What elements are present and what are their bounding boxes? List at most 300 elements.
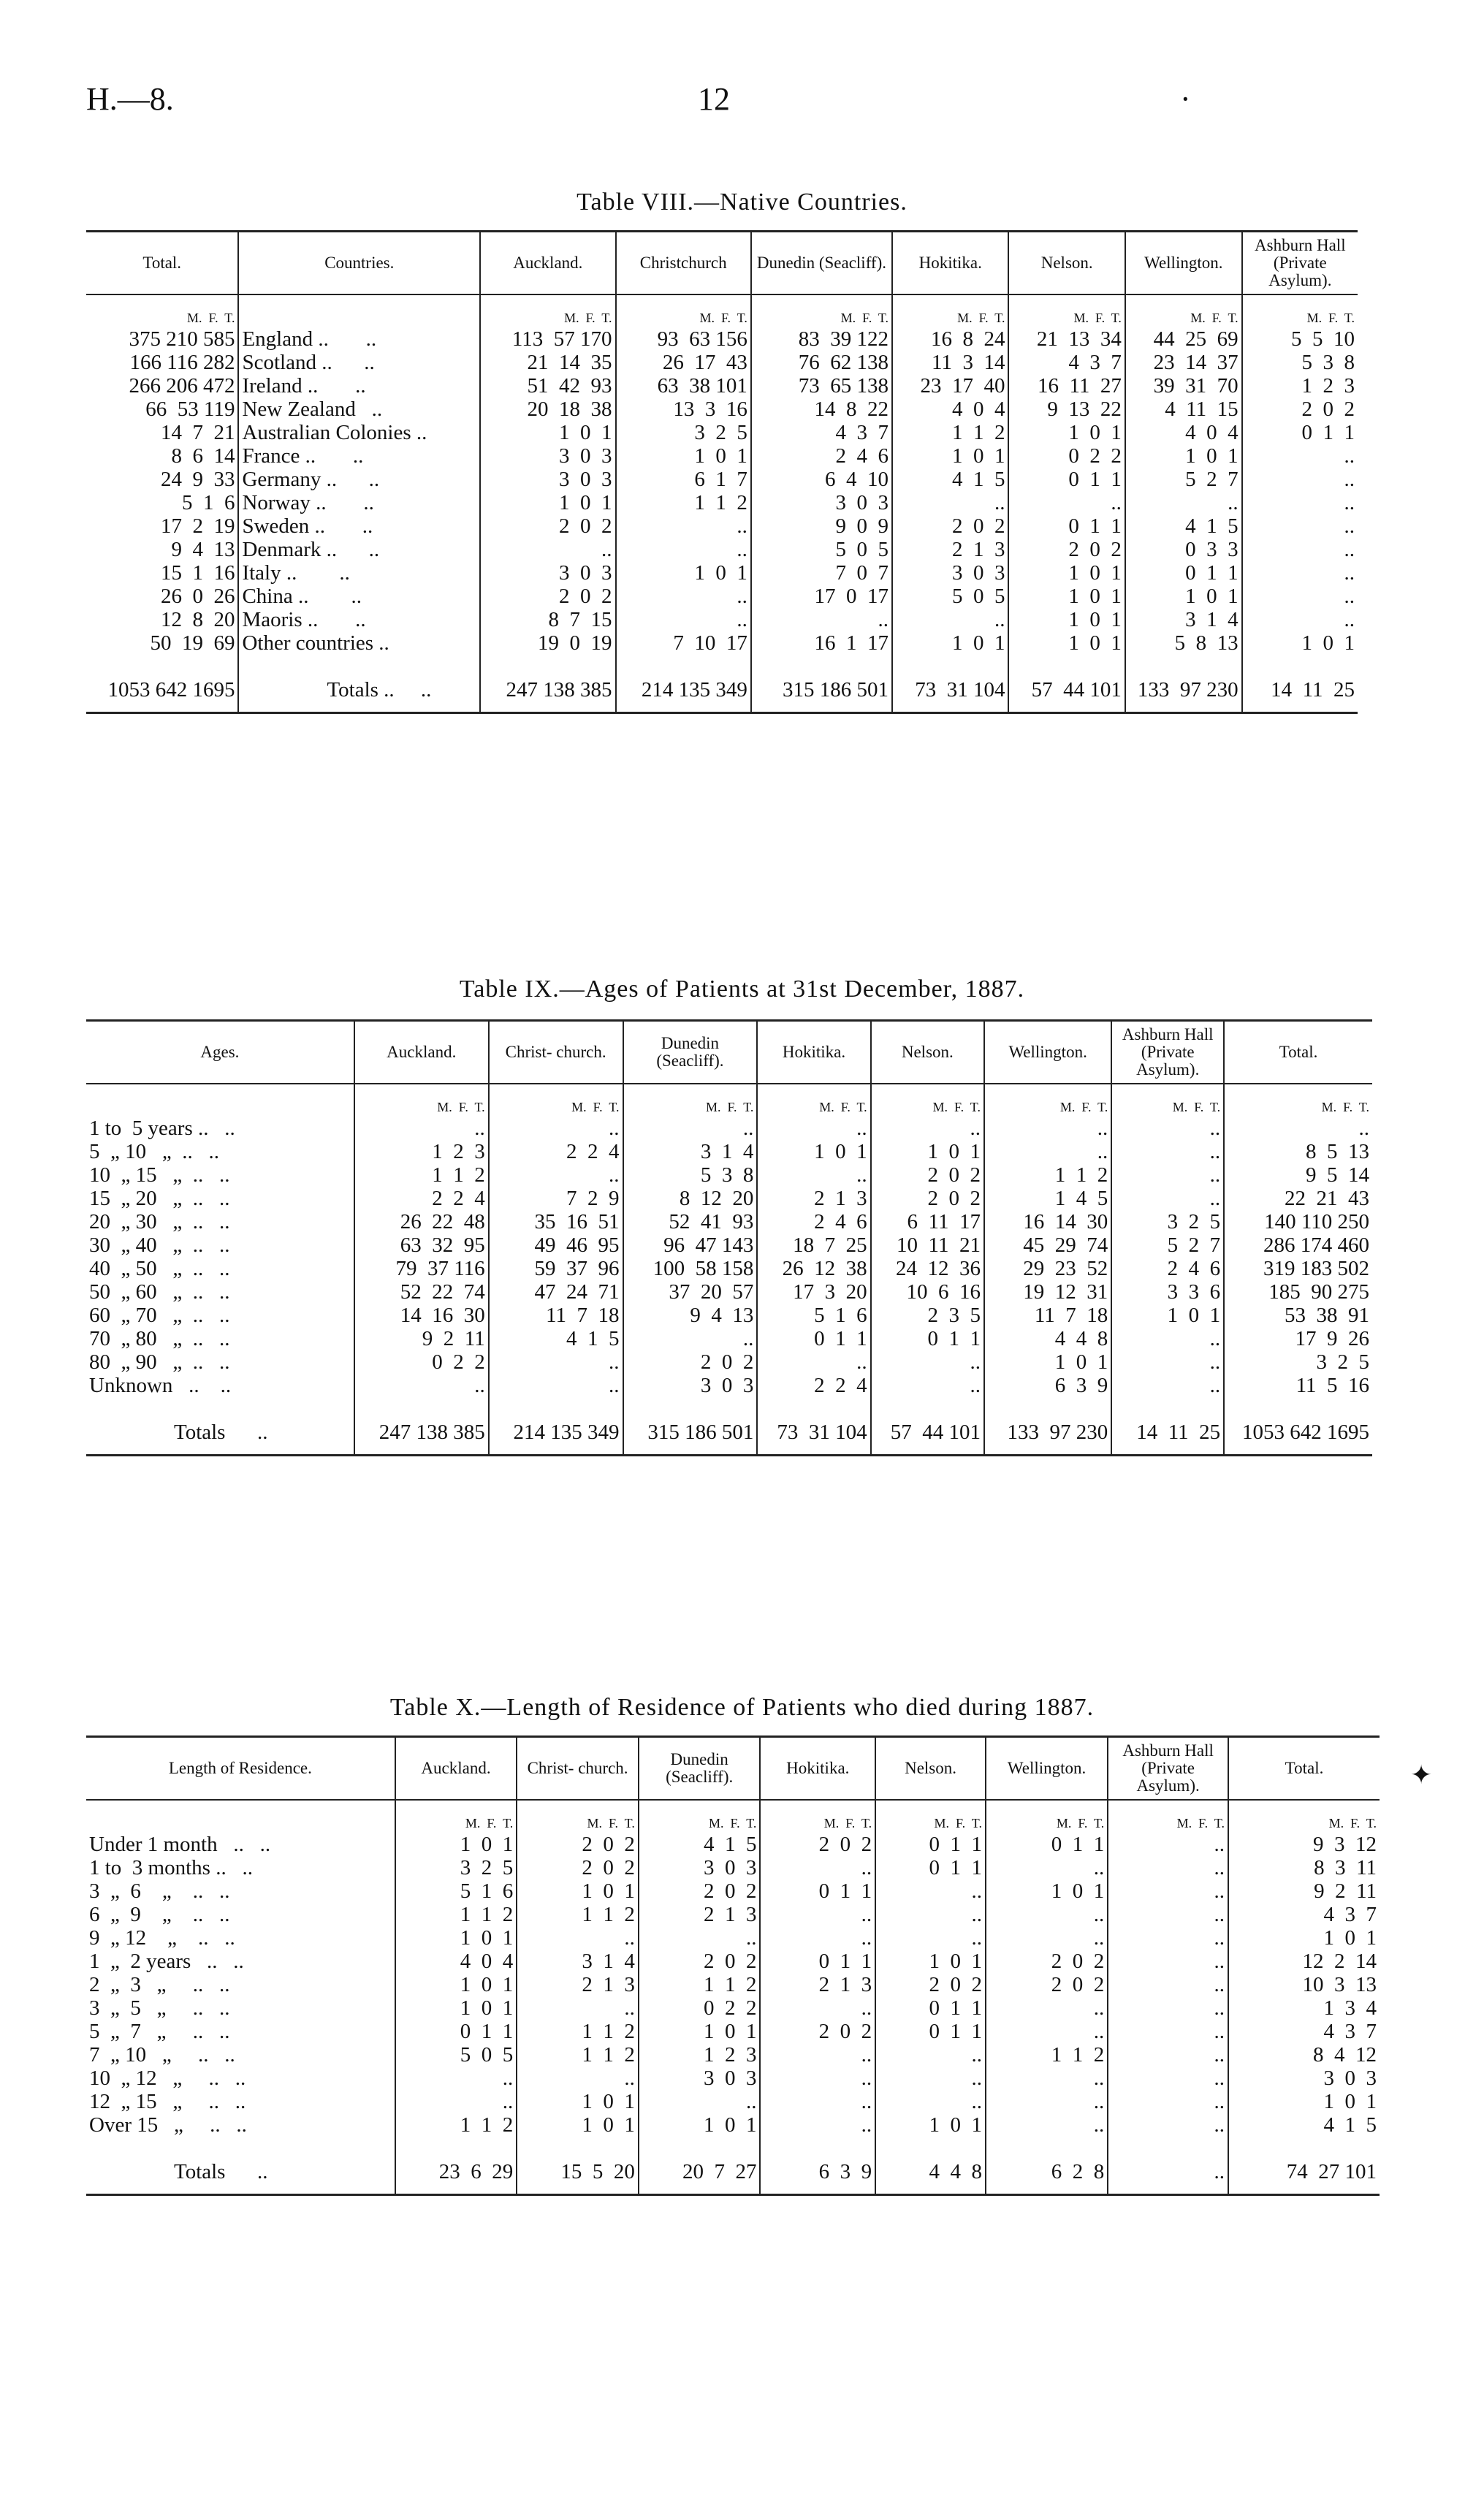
row-label: 7 „ 10 „ .. ..: [89, 2043, 235, 2067]
cell-nel: ..: [1008, 491, 1125, 514]
mft-label: M. F. T.: [1108, 1800, 1228, 1833]
cell-ash: ..: [1108, 2020, 1228, 2043]
cell-auck: 1 0 1: [480, 421, 615, 444]
mft-header-row: [86, 1084, 1372, 1117]
total-hok: 6 3 9: [760, 2137, 875, 2195]
row-label: 30 „ 40 „ .. ..: [89, 1233, 230, 1258]
cell-hok: 26 12 38: [757, 1257, 870, 1280]
cell-chch: 13 3 16: [616, 398, 751, 421]
cell-hok: ..: [757, 1117, 870, 1140]
cell-nel: 2 3 5: [871, 1304, 984, 1327]
cell-tot: 9 5 14: [1224, 1163, 1372, 1187]
totals-row: [86, 1397, 1372, 1456]
cell-tot: 12 2 14: [1228, 1950, 1380, 1973]
table-row: [86, 1973, 1380, 1996]
cell-wel: 44 25 69: [1125, 327, 1242, 351]
mft-label: M. F. T.: [892, 294, 1008, 327]
cell-chch: ..: [489, 1374, 623, 1397]
table8-header: Hokitika.: [892, 232, 1008, 295]
table9-header: Christ- church.: [489, 1021, 623, 1084]
cell-auck: 1 0 1: [395, 1973, 517, 1996]
cell-ash: 1 0 1: [1111, 1304, 1224, 1327]
cell-auck: 3 0 3: [480, 444, 615, 468]
page-number: 12: [698, 81, 730, 117]
cell-dun: ..: [623, 1117, 758, 1140]
cell-auck: 52 22 74: [354, 1280, 489, 1304]
cell-ash: ..: [1111, 1374, 1224, 1397]
cell-chch: 11 7 18: [489, 1304, 623, 1327]
cell-chch: ..: [517, 1926, 639, 1950]
cell-tot: 3 2 5: [1224, 1350, 1372, 1374]
cell-hok: 0 1 1: [760, 1879, 875, 1903]
cell-nel: 16 11 27: [1008, 374, 1125, 398]
cell-ash: ..: [1108, 1879, 1228, 1903]
table-row: [86, 1879, 1380, 1903]
cell-hok: 0 1 1: [757, 1327, 870, 1350]
cell-nel: 10 6 16: [871, 1280, 984, 1304]
mft-label: M. F. T.: [354, 1084, 489, 1117]
cell-dun: 1 0 1: [639, 2113, 761, 2137]
cell-tot: 66 53 119: [145, 398, 235, 422]
cell-wel: ..: [984, 1140, 1111, 1163]
cell-dun: 6 4 10: [751, 468, 892, 491]
cell-tot: 5 1 6: [181, 491, 235, 515]
cell-auck: 2 0 2: [480, 585, 615, 608]
cell-wel: 2 0 2: [986, 1973, 1108, 1996]
cell-tot: 319 183 502: [1224, 1257, 1372, 1280]
cell-wel: ..: [984, 1117, 1111, 1140]
cell-wel: 0 1 1: [1125, 561, 1242, 585]
table-row: [86, 1833, 1380, 1856]
mft-label: M. F. T.: [1125, 294, 1242, 327]
cell-hok: 1 0 1: [892, 631, 1008, 655]
cell-dun: 3 0 3: [751, 491, 892, 514]
table9-header: Wellington.: [984, 1021, 1111, 1084]
cell-wel: ..: [986, 2113, 1108, 2137]
row-label: Germany .. ..: [238, 468, 480, 491]
cell-auck: ..: [354, 1117, 489, 1140]
cell-chch: 1 1 2: [517, 1903, 639, 1926]
table8-header: Nelson.: [1008, 232, 1125, 295]
cell-chch: ..: [616, 538, 751, 561]
table-row: [86, 374, 1358, 398]
cell-ash: ..: [1242, 514, 1358, 538]
total-wel: 133 97 230: [1125, 655, 1242, 713]
cell-tot: 140 110 250: [1224, 1210, 1372, 1233]
cell-hok: 2 0 2: [760, 1833, 875, 1856]
mft-label: M. F. T.: [1008, 294, 1125, 327]
cell-ash: ..: [1111, 1163, 1224, 1187]
cell-tot: 8 4 12: [1228, 2043, 1380, 2067]
total-ash: 14 11 25: [1111, 1397, 1224, 1456]
cell-ash: ..: [1108, 1833, 1228, 1856]
cell-ash: ..: [1108, 1950, 1228, 1973]
cell-dun: 52 41 93: [623, 1210, 758, 1233]
cell-nel: 6 11 17: [871, 1210, 984, 1233]
mft-label: M. F. T.: [871, 1084, 984, 1117]
cell-tot: 1 0 1: [1228, 1926, 1380, 1950]
table-row: [86, 468, 1358, 491]
cell-wel: 23 14 37: [1125, 351, 1242, 374]
cell-chch: 93 63 156: [616, 327, 751, 351]
table-row: [86, 1327, 1372, 1350]
row-label: Australian Colonies ..: [238, 421, 480, 444]
cell-dun: 4 3 7: [751, 421, 892, 444]
table-row: [86, 1926, 1380, 1950]
table-row: [86, 561, 1358, 585]
cell-wel: ..: [986, 2090, 1108, 2113]
table9-header: Hokitika.: [757, 1021, 870, 1084]
cell-dun: 0 2 2: [639, 1996, 761, 2020]
cell-nel: 21 13 34: [1008, 327, 1125, 351]
cell-auck: 26 22 48: [354, 1210, 489, 1233]
mft-label: M. F. T.: [639, 1800, 761, 1833]
cell-dun: 3 0 3: [639, 1856, 761, 1879]
cell-chch: 7 10 17: [616, 631, 751, 655]
table9-header: Ages.: [86, 1021, 354, 1084]
mft-label: M. F. T.: [875, 1800, 986, 1833]
cell-auck: 63 32 95: [354, 1233, 489, 1257]
cell-chch: 59 37 96: [489, 1257, 623, 1280]
cell-wel: 4 0 4: [1125, 421, 1242, 444]
table-row: [86, 608, 1358, 631]
cell-auck: 1 0 1: [395, 1833, 517, 1856]
row-label: 1 to 5 years .. ..: [89, 1117, 235, 1141]
header-mark: ·: [1180, 81, 1191, 117]
table10-header: Auckland.: [395, 1737, 517, 1801]
cell-wel: 19 12 31: [984, 1280, 1111, 1304]
cell-ash: 0 1 1: [1242, 421, 1358, 444]
totals-label: Totals .. ..: [238, 655, 480, 713]
cell-wel: ..: [986, 1926, 1108, 1950]
cell-nel: 2 0 2: [875, 1973, 986, 1996]
cell-nel: ..: [871, 1374, 984, 1397]
cell-ash: ..: [1242, 585, 1358, 608]
cell-hok: 2 0 2: [892, 514, 1008, 538]
table9-header: Ashburn Hall (Private Asylum).: [1111, 1021, 1224, 1084]
cell-dun: ..: [639, 2090, 761, 2113]
table-row: [86, 2043, 1380, 2067]
cell-chch: ..: [616, 608, 751, 631]
cell-nel: ..: [875, 1903, 986, 1926]
cell-hok: ..: [892, 491, 1008, 514]
cell-auck: 5 0 5: [395, 2043, 517, 2067]
table10-length-of-residence: [86, 1735, 1380, 2196]
cell-dun: 1 2 3: [639, 2043, 761, 2067]
cell-auck: 113 57 170: [480, 327, 615, 351]
cell-nel: 0 1 1: [1008, 468, 1125, 491]
total-chch: 214 135 349: [489, 1397, 623, 1456]
totals-row: [86, 655, 1358, 713]
cell-hok: 2 1 3: [760, 1973, 875, 1996]
cell-hok: 4 0 4: [892, 398, 1008, 421]
row-label: 40 „ 50 „ .. ..: [89, 1257, 230, 1281]
cell-hok: ..: [757, 1350, 870, 1374]
cell-ash: ..: [1111, 1140, 1224, 1163]
cell-dun: 3 0 3: [639, 2067, 761, 2090]
cell-wel: ..: [986, 1996, 1108, 2020]
cell-chch: 2 0 2: [517, 1856, 639, 1879]
row-label: 2 „ 3 „ .. ..: [89, 1973, 230, 1997]
cell-chch: 1 0 1: [517, 2090, 639, 2113]
cell-chch: 1 0 1: [517, 1879, 639, 1903]
cell-tot: 17 9 26: [1224, 1327, 1372, 1350]
total-tot: 1053 642 1695: [86, 655, 238, 713]
cell-tot: 8 3 11: [1228, 1856, 1380, 1879]
cell-chch: 1 0 1: [616, 561, 751, 585]
mft-label: [86, 1800, 395, 1833]
table8-header: Christchurch: [616, 232, 751, 295]
cell-auck: 1 0 1: [395, 1996, 517, 2020]
total-hok: 73 31 104: [757, 1397, 870, 1456]
total-chch: 214 135 349: [616, 655, 751, 713]
total-dun: 315 186 501: [623, 1397, 758, 1456]
cell-tot: 26 0 26: [160, 585, 235, 609]
table-row: [86, 585, 1358, 608]
table-row: [86, 1374, 1372, 1397]
table10-header: Length of Residence.: [86, 1737, 395, 1801]
mft-label: M. F. T.: [757, 1084, 870, 1117]
cell-dun: 2 0 2: [639, 1950, 761, 1973]
cell-tot: 4 3 7: [1228, 1903, 1380, 1926]
row-label: 50 „ 60 „ .. ..: [89, 1280, 230, 1304]
cell-dun: 1 0 1: [639, 2020, 761, 2043]
cell-chch: 2 1 3: [517, 1973, 639, 1996]
row-label: Over 15 „ .. ..: [89, 2113, 247, 2137]
cell-chch: 7 2 9: [489, 1187, 623, 1210]
cell-nel: 10 11 21: [871, 1233, 984, 1257]
cell-chch: 35 16 51: [489, 1210, 623, 1233]
cell-nel: 2 0 2: [871, 1187, 984, 1210]
cell-auck: 19 0 19: [480, 631, 615, 655]
cell-auck: 2 0 2: [480, 514, 615, 538]
cell-chch: 3 2 5: [616, 421, 751, 444]
row-label: Italy .. ..: [238, 561, 480, 585]
cell-hok: 2 2 4: [757, 1374, 870, 1397]
cell-dun: 14 8 22: [751, 398, 892, 421]
cell-hok: 2 4 6: [757, 1210, 870, 1233]
cell-auck: ..: [395, 2067, 517, 2090]
table-row: [86, 538, 1358, 561]
mft-label: M. F. T.: [489, 1084, 623, 1117]
cell-dun: 2 4 6: [751, 444, 892, 468]
row-label: Sweden .. ..: [238, 514, 480, 538]
total-wel: 133 97 230: [984, 1397, 1111, 1456]
cell-nel: 0 1 1: [875, 1856, 986, 1879]
total-dun: 315 186 501: [751, 655, 892, 713]
total-dun: 20 7 27: [639, 2137, 761, 2195]
cell-tot: 4 1 5: [1228, 2113, 1380, 2137]
cell-auck: 3 0 3: [480, 468, 615, 491]
row-label: 3 „ 6 „ .. ..: [89, 1879, 230, 1904]
cell-auck: 1 1 2: [395, 2113, 517, 2137]
cell-wel: 5 8 13: [1125, 631, 1242, 655]
table10-header: Hokitika.: [760, 1737, 875, 1801]
mft-label: M. F. T.: [187, 311, 235, 326]
cell-hok: 0 1 1: [760, 1950, 875, 1973]
cell-wel: 0 1 1: [986, 1833, 1108, 1856]
cell-tot: 375 210 585: [129, 327, 235, 351]
cell-nel: 0 1 1: [1008, 514, 1125, 538]
cell-tot: 4 3 7: [1228, 2020, 1380, 2043]
table-row: [86, 1117, 1372, 1140]
cell-auck: 3 0 3: [480, 561, 615, 585]
table-row: [86, 351, 1358, 374]
cell-chch: 49 46 95: [489, 1233, 623, 1257]
cell-dun: 16 1 17: [751, 631, 892, 655]
cell-tot: 53 38 91: [1224, 1304, 1372, 1327]
cell-wel: 4 1 5: [1125, 514, 1242, 538]
cell-dun: 83 39 122: [751, 327, 892, 351]
table9-caption: Table IX.—Ages of Patients at 31st December, 1887.: [459, 976, 1025, 1003]
table-row: [86, 1187, 1372, 1210]
cell-ash: ..: [1242, 468, 1358, 491]
cell-dun: 2 0 2: [639, 1879, 761, 1903]
cell-hok: 1 0 1: [757, 1140, 870, 1163]
row-label: Other countries ..: [238, 631, 480, 655]
row-label: 12 „ 15 „ .. ..: [89, 2090, 246, 2114]
cell-nel: 1 0 1: [1008, 421, 1125, 444]
row-label: 1 „ 2 years .. ..: [89, 1950, 244, 1974]
cell-nel: ..: [875, 1926, 986, 1950]
cell-nel: 1 0 1: [1008, 631, 1125, 655]
row-label: 10 „ 15 „ .. ..: [89, 1163, 230, 1187]
cell-hok: 2 1 3: [757, 1187, 870, 1210]
cell-chch: 1 1 2: [616, 491, 751, 514]
cell-auck: 21 14 35: [480, 351, 615, 374]
cell-auck: ..: [395, 2090, 517, 2113]
cell-dun: 3 0 3: [623, 1374, 758, 1397]
table10-header: Total.: [1228, 1737, 1380, 1801]
mft-label: M. F. T.: [480, 294, 615, 327]
table-row: [86, 398, 1358, 421]
cell-tot: 12 8 20: [160, 608, 235, 632]
cell-auck: 3 2 5: [395, 1856, 517, 1879]
table8-header: Countries.: [238, 232, 480, 295]
total-chch: 15 5 20: [517, 2137, 639, 2195]
cell-tot: 3 0 3: [1228, 2067, 1380, 2090]
mft-label: M. F. T.: [751, 294, 892, 327]
cell-nel: 0 2 2: [1008, 444, 1125, 468]
mft-label: M. F. T.: [1242, 294, 1358, 327]
cell-wel: ..: [1125, 491, 1242, 514]
table-row: [86, 1233, 1372, 1257]
row-label: 3 „ 5 „ .. ..: [89, 1996, 230, 2020]
cell-wel: 0 3 3: [1125, 538, 1242, 561]
total-hok: 73 31 104: [892, 655, 1008, 713]
cell-nel: ..: [875, 2067, 986, 2090]
cell-hok: 5 0 5: [892, 585, 1008, 608]
cell-dun: 3 1 4: [623, 1140, 758, 1163]
cell-nel: 4 3 7: [1008, 351, 1125, 374]
cell-hok: 1 0 1: [892, 444, 1008, 468]
table-row: [86, 1210, 1372, 1233]
total-nel: 57 44 101: [871, 1397, 984, 1456]
cell-dun: 4 1 5: [639, 1833, 761, 1856]
cell-ash: ..: [1108, 1856, 1228, 1879]
cell-auck: 0 1 1: [395, 2020, 517, 2043]
cell-tot: 185 90 275: [1224, 1280, 1372, 1304]
cell-wel: 6 3 9: [984, 1374, 1111, 1397]
header-section-code: H.—8.: [86, 81, 174, 117]
cell-dun: ..: [639, 1926, 761, 1950]
table8-header: Auckland.: [480, 232, 615, 295]
cell-dun: 9 0 9: [751, 514, 892, 538]
cell-chch: ..: [489, 1350, 623, 1374]
cell-ash: ..: [1108, 1973, 1228, 1996]
table-row: [86, 1257, 1372, 1280]
mft-label: M. F. T.: [760, 1800, 875, 1833]
cell-nel: ..: [875, 2090, 986, 2113]
cell-wel: ..: [986, 1856, 1108, 1879]
cell-tot: 1 0 1: [1228, 2090, 1380, 2113]
cell-auck: 8 7 15: [480, 608, 615, 631]
table-row: [86, 491, 1358, 514]
row-label: Ireland .. ..: [238, 374, 480, 398]
cell-chch: 6 1 7: [616, 468, 751, 491]
row-label: Scotland .. ..: [238, 351, 480, 374]
table9-header: Total.: [1224, 1021, 1372, 1084]
table-row: [86, 1140, 1372, 1163]
cell-ash: ..: [1242, 538, 1358, 561]
cell-dun: 17 0 17: [751, 585, 892, 608]
cell-auck: 4 0 4: [395, 1950, 517, 1973]
table-row: [86, 2020, 1380, 2043]
cell-ash: ..: [1111, 1117, 1224, 1140]
cell-wel: 1 0 1: [1125, 585, 1242, 608]
cell-tot: 8 5 13: [1224, 1140, 1372, 1163]
row-label: New Zealand ..: [238, 398, 480, 421]
row-label: China .. ..: [238, 585, 480, 608]
cell-nel: ..: [871, 1350, 984, 1374]
cell-nel: 1 0 1: [1008, 585, 1125, 608]
mft-label: M. F. T.: [517, 1800, 639, 1833]
cell-tot: 14 7 21: [160, 421, 235, 445]
table9-header: Auckland.: [354, 1021, 489, 1084]
cell-tot: 22 21 43: [1224, 1187, 1372, 1210]
cell-hok: 23 17 40: [892, 374, 1008, 398]
table8-native-countries: [86, 230, 1358, 714]
cell-wel: 1 0 1: [1125, 444, 1242, 468]
cell-tot: 15 1 16: [160, 561, 235, 585]
row-label: France .. ..: [238, 444, 480, 468]
cell-auck: 2 2 4: [354, 1187, 489, 1210]
row-label: 5 „ 10 „ .. ..: [89, 1140, 219, 1164]
mft-header-row: [86, 294, 1358, 327]
cell-dun: 5 0 5: [751, 538, 892, 561]
cell-ash: ..: [1111, 1350, 1224, 1374]
cell-wel: ..: [986, 1903, 1108, 1926]
total-nel: 4 4 8: [875, 2137, 986, 2195]
cell-chch: 2 2 4: [489, 1140, 623, 1163]
cell-hok: 17 3 20: [757, 1280, 870, 1304]
cell-chch: 1 1 2: [517, 2020, 639, 2043]
row-label: 5 „ 7 „ .. ..: [89, 2020, 230, 2044]
cell-dun: 5 3 8: [623, 1163, 758, 1187]
cell-dun: 73 65 138: [751, 374, 892, 398]
cell-hok: 4 1 5: [892, 468, 1008, 491]
cell-hok: 16 8 24: [892, 327, 1008, 351]
cell-chch: 1 0 1: [517, 2113, 639, 2137]
cell-wel: 5 2 7: [1125, 468, 1242, 491]
mft-header-row: [86, 1800, 1380, 1833]
cell-hok: ..: [760, 1903, 875, 1926]
mft-label: M. F. T.: [984, 1084, 1111, 1117]
cell-nel: 1 0 1: [1008, 561, 1125, 585]
cell-auck: 1 2 3: [354, 1140, 489, 1163]
cell-dun: 100 58 158: [623, 1257, 758, 1280]
cell-hok: 18 7 25: [757, 1233, 870, 1257]
